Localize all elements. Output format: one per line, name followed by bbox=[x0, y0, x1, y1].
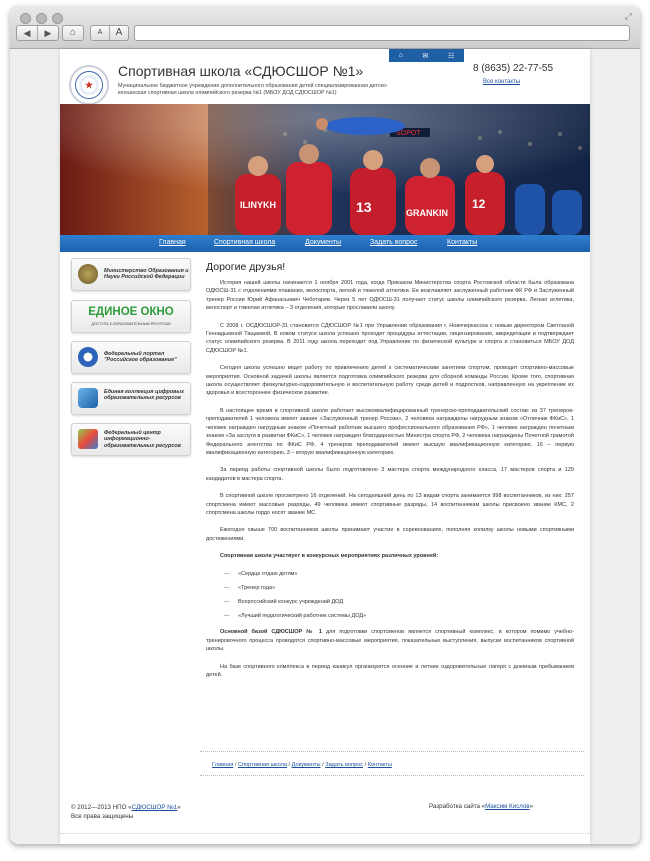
content-paragraph-9: На базе спортивного комплекса в период каникул организуются осенние и летние оздоровительные лагеря с дневным пребыванием детей. bbox=[206, 663, 574, 679]
footer-link-documents[interactable]: Документы bbox=[291, 762, 321, 768]
content-paragraph-4: В настоящее время в спортивной школе работает высококвалифицированный тренерско-преподавательский состав: из 37 тренеров-преподавателей 1 человека имеют звание «Заслуженный тренер России», 2 человека награждены нагрудным знаком «Отличник ФКиС», 1 человек награжден нагрудным знаком «Почетный работник высшего профессионального образования РФ», 1 человек награжден почетным знаком «За заслуги в развитии ФКиС», 1 человек награжден благодарностью Министра спорта РФ, 2 человека награждены Почетной грамотой Федерального агентства по ФКиС РФ, 4 тренеров преподавателей имеют высшую квалификационную категорию, 16 – первую квалификационную категорию, 3 – вторую квалификационную категорию. bbox=[206, 407, 574, 456]
close-window-button[interactable] bbox=[20, 13, 31, 24]
content-paragraph-8-text: для подготовки спортсменов является спортивный комплекс, в котором помимо учебно-тренировочного процесса проводятся спортивно-массовые мероприятия, показательные выступления, выпуски воспитанников спортивной школы. bbox=[206, 629, 574, 653]
sidebar-link-russian-education[interactable] bbox=[71, 341, 191, 374]
window-controls bbox=[20, 13, 63, 24]
content-paragraph-2: С 2008 г. ОСДЮСШОР-31 становится СДЮСШОР №1 при Управлении образования г. Новочеркасска с новым директором Светланой Геннадьевной Тащаевой. В новом статусе школа успешно проходит процедуры аттестации, лицензирования, аккредитации и подтверждает статус олимпийского резерва. В 2011 году школа переходит под Управление по физической культуре и спорта и становиться МБОУ ДОД СДЮСШОР №1. bbox=[206, 322, 574, 354]
content-paragraph-1: История нашей школы начинается 1 ноября 2001 года, когда Приказом Министерства спорта Ростовской области была образована ОДЮСШ-31 с отделениями плавания, велоспорта, легкой и тяжелой атлетики. Ее возглавляет заслуженный работник ФК РФ и Заслуженный тренер России Юрий Афанасьевич Чеботарев. Через 5 лет ОДЮСШ-31 получает статус школы олимпийского резерва. Легкая атлетика, велоспорт и тяжелая атлетика – 3 отделения, которые прославили школу. bbox=[206, 280, 574, 312]
nav-item-home[interactable]: Главная bbox=[159, 239, 186, 246]
developer-suffix: » bbox=[529, 803, 534, 810]
rights-reserved: Все права защищены bbox=[71, 813, 134, 820]
nav-item-contacts[interactable]: Контакты bbox=[447, 239, 478, 246]
sidebar-link-ministry-label: Министерство Образования и Науки Российской Федерации bbox=[104, 268, 189, 281]
page-bottom-divider bbox=[60, 833, 590, 834]
federal-center-icon bbox=[78, 429, 98, 449]
hero-number-2: 12 bbox=[472, 197, 486, 211]
hero-photo bbox=[60, 104, 590, 235]
copyright bbox=[71, 803, 181, 821]
font-size-buttons bbox=[90, 25, 129, 41]
hero-banner-text: SOPOT bbox=[396, 130, 421, 137]
sidebar-link-ministry[interactable] bbox=[71, 258, 191, 291]
forward-icon[interactable]: ▶ bbox=[44, 28, 52, 38]
footer-link-school[interactable]: Спортивная школа bbox=[237, 762, 287, 768]
main-nav bbox=[60, 235, 590, 252]
list-item: — «Сердце отдаю детям» bbox=[228, 570, 574, 578]
coat-of-arms-icon bbox=[78, 264, 98, 284]
page-viewport bbox=[10, 49, 640, 844]
font-larger-icon[interactable]: A bbox=[115, 27, 123, 38]
nav-item-ask-question[interactable]: Задать вопрос bbox=[370, 239, 418, 246]
browser-window bbox=[10, 6, 640, 844]
footer-separator: / bbox=[288, 762, 291, 768]
school-logo[interactable] bbox=[69, 65, 109, 105]
hero-banner bbox=[60, 104, 590, 235]
developer-link[interactable]: Максим Кислов bbox=[485, 803, 530, 810]
hero-jersey-2: GRANKIN bbox=[406, 208, 448, 218]
hero-jersey-1: ILINYKH bbox=[240, 200, 276, 210]
sidebar-link-single-window[interactable] bbox=[71, 300, 191, 333]
sidebar-single-window-subtitle: ДОСТУПА К ОБРАЗОВАТЕЛЬНЫМ РЕСУРСАМ bbox=[91, 322, 171, 326]
browser-toolbar bbox=[10, 6, 640, 49]
hero-number-1: 13 bbox=[356, 199, 372, 215]
address-bar[interactable] bbox=[134, 25, 630, 41]
footer-link-contacts[interactable]: Контакты bbox=[367, 762, 392, 768]
content-paragraph-8-bold: Основной базой СДЮСШОР № 1 bbox=[220, 629, 322, 636]
nav-item-documents[interactable]: Документы bbox=[305, 239, 342, 246]
sitemap-icon[interactable]: ☷ bbox=[447, 52, 455, 60]
sidebar-link-digital-collection[interactable] bbox=[71, 382, 191, 415]
copyright-link[interactable]: СДЮСШОР №1 bbox=[131, 804, 178, 811]
home-icon[interactable]: ⌂ bbox=[398, 52, 403, 59]
content-paragraph-7: Ежегодно свыше 700 воспитанников школы принимают участие в соревнованиях, пополняя копилку школы новыми спортивными достижениями. bbox=[206, 527, 574, 542]
content-paragraph-3: Сегодня школа успешно ведет работу по привлечению детей к систематическим занятиям спортом, проводит спортивно-массовые мероприятия. Основной задачей школы является подготовка олимпийского резерва для сборной команды России. Кроме того, спортивная школа осуществляет физкультурно-оздоровительную и воспитательную работу среди детей и подростков, направленную на укрепление их здоровья и всестороннее физическое развитие. bbox=[206, 365, 574, 397]
footer-divider bbox=[200, 775, 584, 776]
maximize-window-button[interactable] bbox=[52, 13, 63, 24]
portal-icon bbox=[78, 347, 98, 367]
developer-credit bbox=[429, 803, 533, 810]
sidebar-link-federal-center[interactable] bbox=[71, 423, 191, 456]
phone-number: 8 (8635) 22-77-55 bbox=[473, 63, 554, 74]
logo-emblem-icon: ★ bbox=[75, 71, 103, 99]
history-buttons bbox=[16, 25, 59, 41]
main-content bbox=[206, 261, 574, 688]
list-item: — «Лучший педагогический работник системы ДОД» bbox=[228, 612, 574, 620]
content-paragraph-8 bbox=[206, 628, 574, 653]
content-paragraph-5: За период работы спортивной школы было подготовлено 3 мастера спорта международного класса, 17 мастеров спорта и 129 кандидатов в мастера спорта. bbox=[206, 467, 574, 482]
collection-icon bbox=[78, 388, 98, 408]
sidebar-link-digital-collection-label: Единая коллекция цифровых образовательных ресурсов bbox=[104, 389, 184, 402]
sidebar-link-russian-education-label: Федеральный портал "Российское образование" bbox=[104, 351, 177, 364]
footer-separator: / bbox=[322, 762, 324, 768]
footer-link-home[interactable]: Главная bbox=[212, 762, 234, 768]
copyright-prefix: © 2012—2013 НПО « bbox=[71, 804, 132, 811]
footer-nav bbox=[212, 762, 392, 768]
site-subtitle: Муниципальное бюджетное учреждение дополнительного образования детей специализированная детско-юношеская спортивная школа олимпийского резерва №1 (МБОУ ДОД СДЮСШОР №1) bbox=[118, 83, 388, 96]
page-title: Дорогие друзья! bbox=[206, 261, 286, 273]
minimize-window-button[interactable] bbox=[36, 13, 47, 24]
sidebar-single-window-title: ЕДИНОЕ ОКНО bbox=[88, 306, 174, 318]
contests-list bbox=[206, 570, 574, 621]
home-icon[interactable]: ⌂ bbox=[62, 25, 84, 41]
copyright-suffix: » bbox=[177, 804, 181, 811]
footer-link-ask-question[interactable]: Задать вопрос bbox=[325, 762, 364, 768]
site-title: Спортивная школа «СДЮСШОР №1» bbox=[118, 63, 364, 79]
developer-prefix: Разработка сайта « bbox=[429, 803, 486, 810]
site-page bbox=[60, 49, 590, 844]
content-paragraph-6: В спортивной школе просмотрено 16 отделений. На сегодняшний день по 13 видам спорта занимается 998 воспитанников, из них: 257 спортсмена имеют массовые разряды, 49 человека имеют спортивные разряды, 14 воспитанникам школы присвоено звание КМС, 2 спортсмена школы гордо носят звание МС. bbox=[206, 493, 574, 516]
list-item: — «Тренер года» bbox=[228, 584, 574, 592]
nav-item-school[interactable]: Спортивная школа bbox=[214, 239, 276, 246]
footer-separator: / bbox=[234, 762, 237, 768]
font-smaller-icon[interactable]: A bbox=[91, 26, 110, 40]
back-icon[interactable]: ◀ bbox=[17, 26, 38, 40]
contests-heading: Спортивная школа участвует в конкурсных мероприятиях различных уровней: bbox=[220, 553, 439, 560]
footer-separator: / bbox=[364, 762, 367, 768]
quick-icons-bar bbox=[389, 49, 464, 62]
footer-divider bbox=[200, 751, 584, 752]
all-contacts-link[interactable]: Все контакты bbox=[483, 79, 521, 85]
list-item: — Всероссийский конкурс учреждений ДОД bbox=[228, 598, 574, 606]
resize-icon[interactable]: ⤢ bbox=[624, 11, 632, 21]
sidebar-link-federal-center-label: Федеральный центр информационно-образовательных ресурсов bbox=[104, 430, 181, 449]
mail-icon[interactable]: ✉ bbox=[422, 52, 429, 60]
